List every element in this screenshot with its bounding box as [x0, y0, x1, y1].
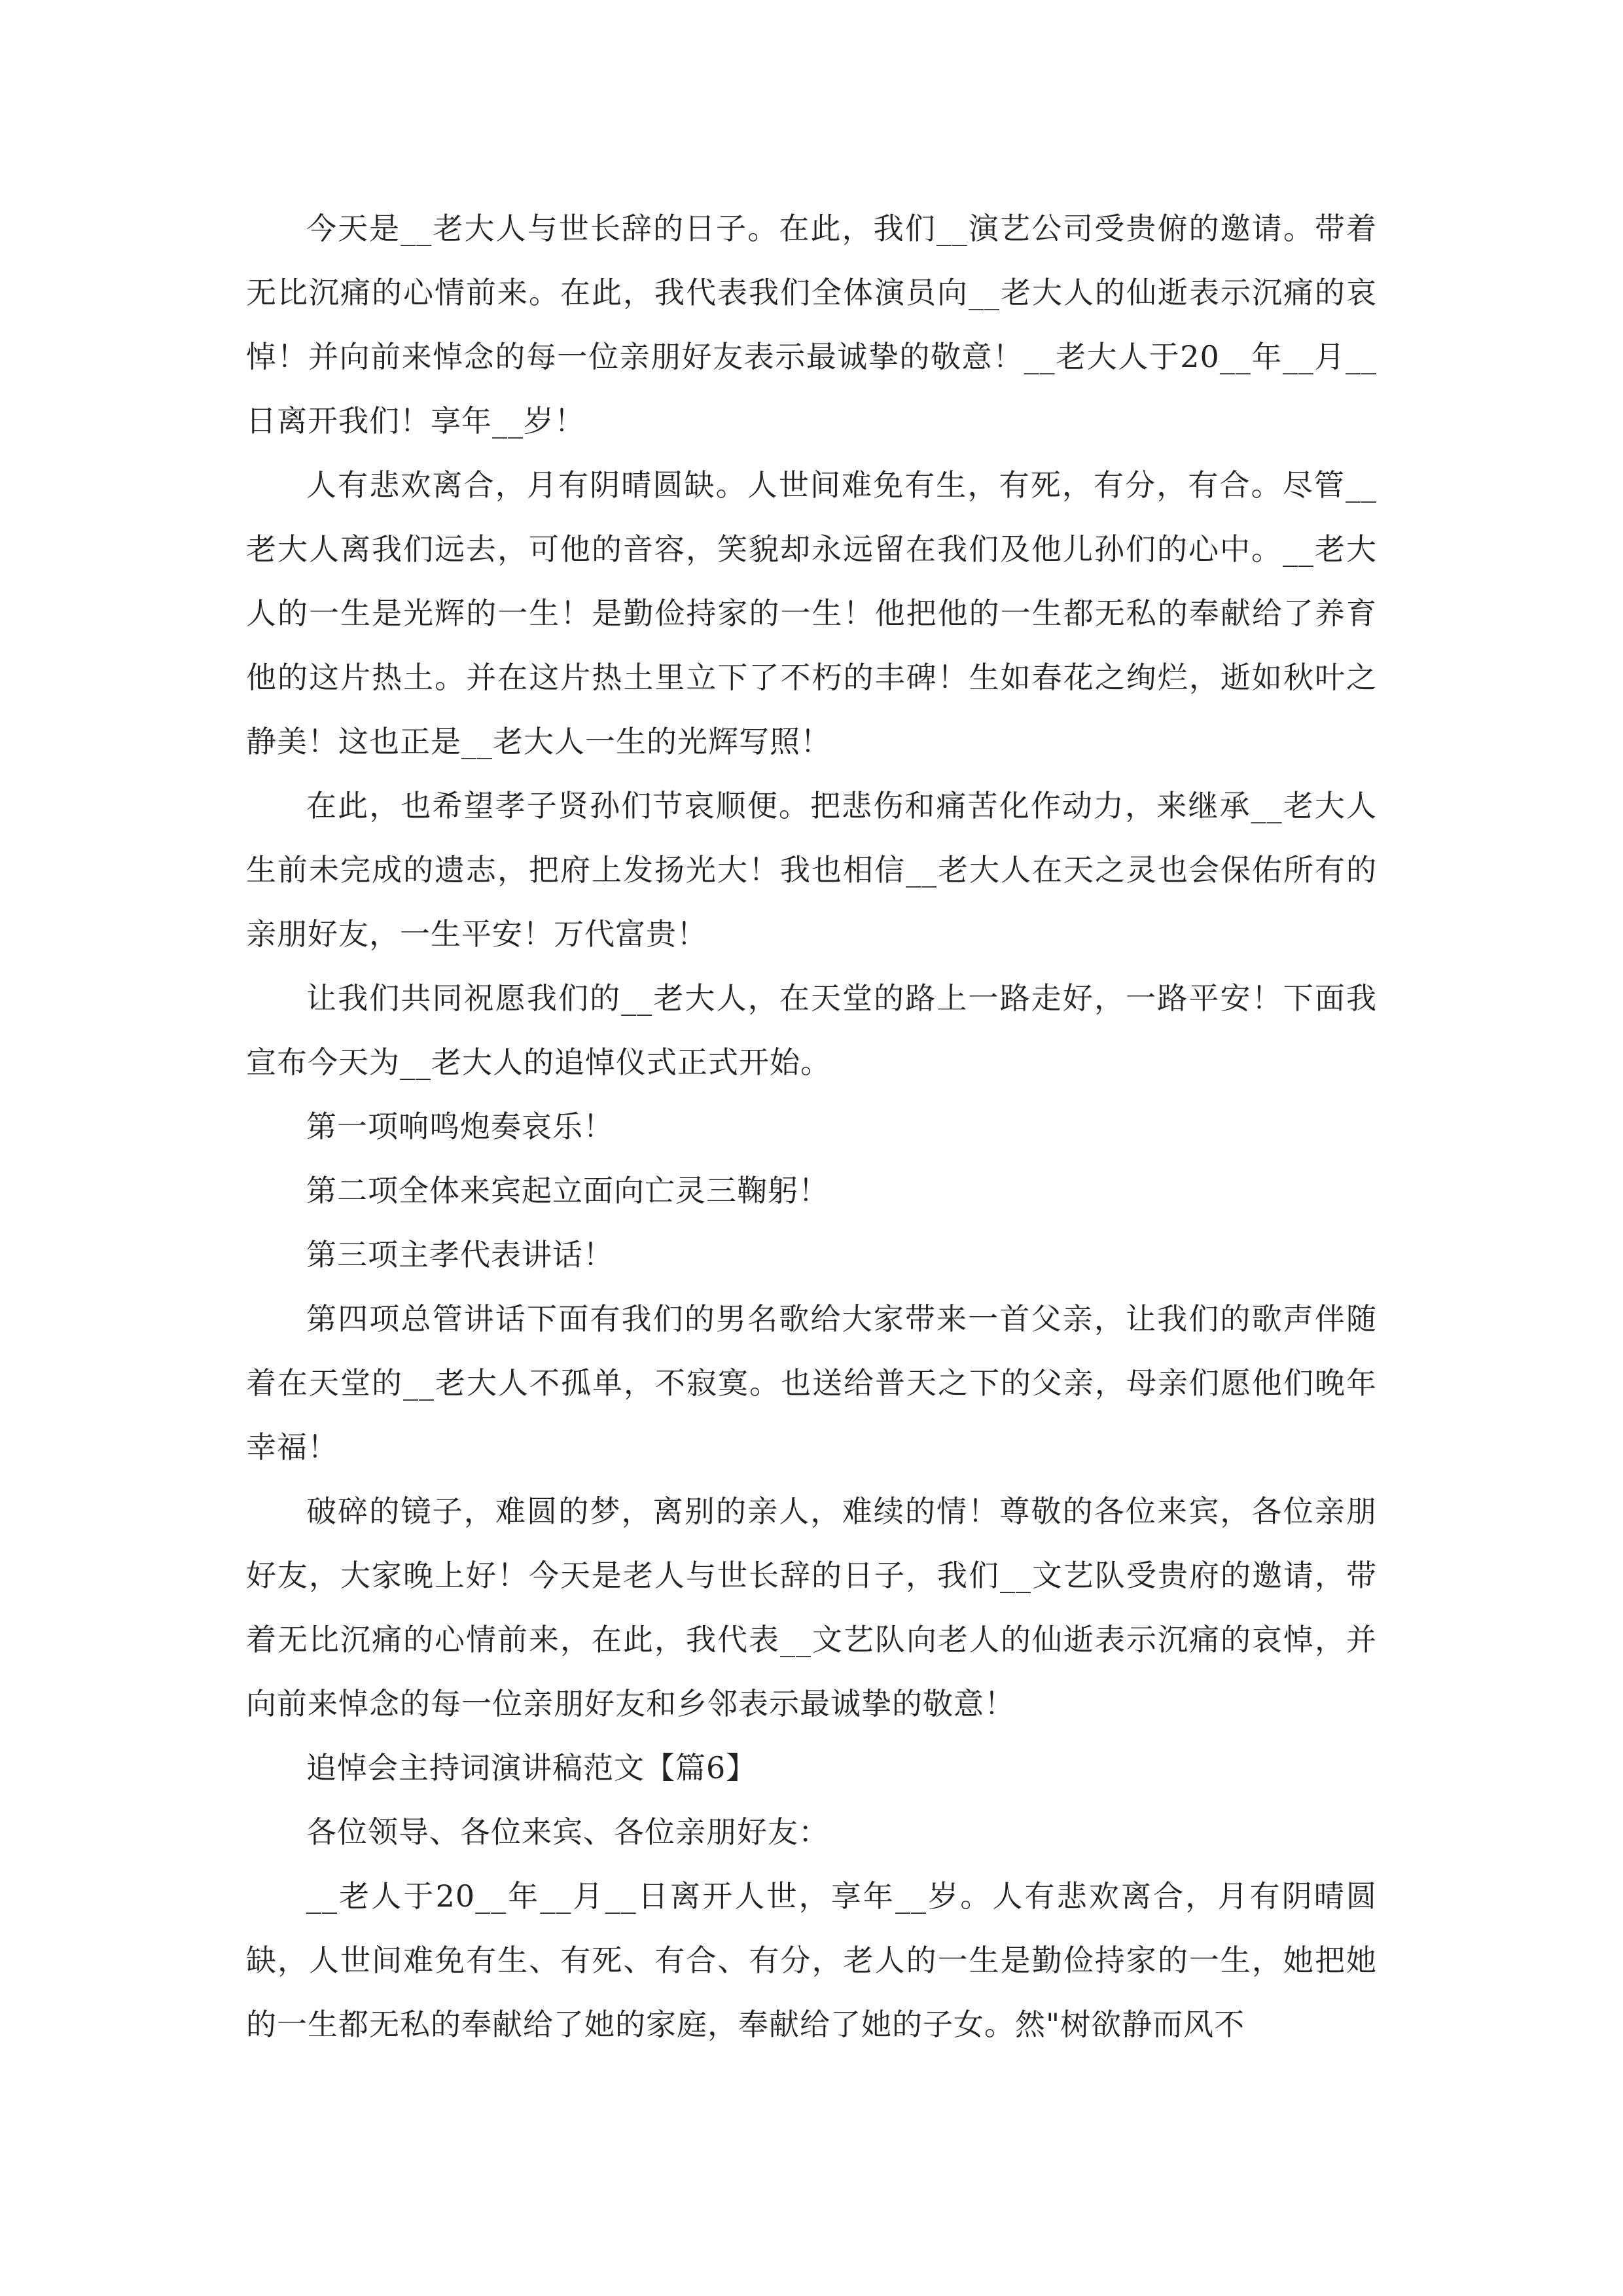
paragraph-3: 在此，也希望孝子贤孙们节哀顺便。把悲伤和痛苦化作动力，来继承__老大人生前未完成的遗志，把府上发扬光大！我也相信__老大人在天之灵也会保佑所有的亲朋好友，一生平安！万代富贵！ — [246, 788, 1377, 952]
paragraph-7: 第三项主孝代表讲话！ — [306, 1237, 614, 1272]
document-body — [246, 196, 1377, 2056]
paragraph-4: 让我们共同祝愿我们的__老大人，在天堂的路上一路走好，一路平安！下面我宣布今天为__老大人的追悼仪式正式开始。 — [246, 980, 1377, 1080]
paragraph-1: 今天是__老大人与世长辞的日子。在此，我们__演艺公司受贵俯的邀请。带着无比沉痛的心情前来。在此，我代表我们全体演员向__老大人的仙逝表示沉痛的哀悼！并向前来悼念的每一位亲朋好友表示最诚挚的敬意！__老大人于20__年__月__日离开我们！享年__岁！ — [246, 211, 1377, 439]
salutation: 各位领导、各位来宾、各位亲朋好友： — [306, 1814, 829, 1850]
paragraph-8: 第四项总管讲话下面有我们的男名歌给大家带来一首父亲，让我们的歌声伴随着在天堂的__老大人不孤单，不寂寞。也送给普天之下的父亲，母亲们愿他们晚年幸福！ — [246, 1301, 1377, 1465]
paragraph-9: 破碎的镜子，难圆的梦，离别的亲人，难续的情！尊敬的各位来宾，各位亲朋好友，大家晚上好！今天是老人与世长辞的日子，我们__文艺队受贵府的邀请，带着无比沉痛的心情前来，在此，我代表__文艺队向老人的仙逝表示沉痛的哀悼，并向前来悼念的每一位亲朋好友和乡邻表示最诚挚的敬意！ — [246, 1494, 1377, 1721]
paragraph-6: 第二项全体来宾起立面向亡灵三鞠躬！ — [306, 1173, 829, 1208]
paragraph-12: __老人于20__年__月__日离开人世，享年__岁。人有悲欢离合，月有阴晴圆缺，人世间难免有生、有死、有合、有分，老人的一生是勤俭持家的一生，她把她的一生都无私的奉献给了她的家庭，奉献给了她的子女。然"树欲静而风不 — [246, 1878, 1377, 2042]
section-heading: 追悼会主持词演讲稿范文【篇6】 — [306, 1750, 757, 1785]
paragraph-5: 第一项响鸣炮奏哀乐！ — [306, 1109, 614, 1144]
paragraph-2: 人有悲欢离合，月有阴晴圆缺。人世间难免有生，有死，有分，有合。尽管__老大人离我们远去，可他的音容，笑貌却永远留在我们及他儿孙们的心中。__老大人的一生是光辉的一生！是勤俭持家的一生！他把他的一生都无私的奉献给了养育他的这片热土。并在这片热土里立下了不朽的丰碑！生如春花之绚烂，逝如秋叶之静美！这也正是__老大人一生的光辉写照！ — [246, 467, 1377, 759]
